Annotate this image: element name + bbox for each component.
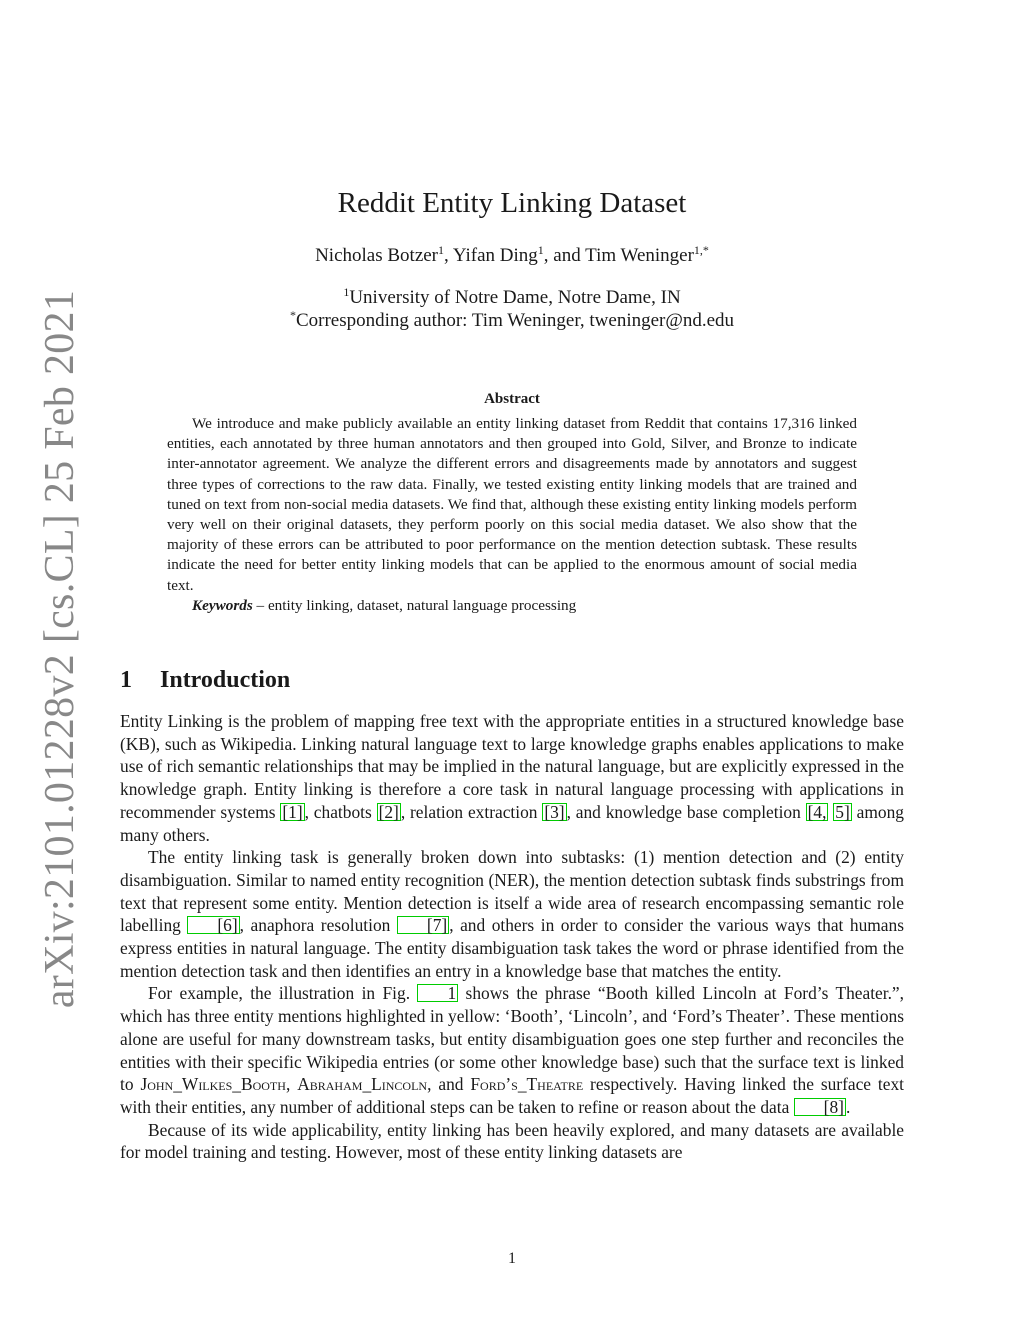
corresponding-author-text: Corresponding author: Tim Weninger, tweninger@nd.edu [295, 310, 735, 331]
paragraph-text: Because of its wide applicability, entity linking has been heavily explored, and many datasets are available for model training and testing. However, most of these entity linking datasets are [120, 1119, 904, 1163]
paragraph [120, 710, 904, 846]
author-separator: , [444, 245, 453, 266]
affiliation-marker: 1 [537, 243, 544, 257]
paragraph-text: . [845, 1096, 851, 1117]
paper-title: Reddit Entity Linking Dataset [337, 187, 687, 219]
paragraph [120, 1119, 904, 1164]
author-list [120, 243, 904, 269]
citation-link[interactable]: [6] [187, 916, 239, 934]
affiliation-line [120, 286, 904, 309]
affiliation-marker: * [289, 308, 296, 322]
keywords-text: – entity linking, dataset, natural language processing [252, 596, 577, 614]
paragraph-text: shows the phrase “Booth killed Lincoln at Ford’s Theater.”, which has three entity mentions highlighted in yellow: ‘Booth’, ‘Lincoln’, and ‘Ford’s Theater’. These mentions alone are useful for many downstream tasks, but entity disambiguation goes one step further and reconciles the entities with their specific Wikipedia entries (or some other knowledge base) such that the surface text is linked to [120, 983, 904, 1095]
citation-link[interactable]: [1] [282, 801, 303, 822]
paragraph-text: , and knowledge base completion [566, 801, 806, 822]
citation-link[interactable]: 5] [835, 801, 850, 822]
entity-name: Ford’s_Theatre [470, 1074, 584, 1095]
corresponding-author-line [120, 309, 904, 332]
page-number: 1 [508, 1250, 516, 1267]
paragraph-text: , and others in order to consider the various ways that humans express entities in natural language. The entity disambiguation task takes the word or phrase identified from the mention detection task and then identifies an entry in a knowledge base that matches the entity. [120, 915, 904, 981]
affiliation-text: University of Notre Dame, Notre Dame, IN [349, 287, 681, 308]
paragraph-text: , and [427, 1074, 471, 1095]
section-title: Introduction [160, 667, 291, 693]
abstract-heading: Abstract [484, 391, 540, 407]
author-name: Tim Weninger [585, 245, 694, 266]
paragraph-text: , [285, 1074, 298, 1095]
section-number: 1 [120, 667, 132, 693]
entity-name: John_Wilkes_Booth [140, 1074, 286, 1095]
section-body [120, 710, 904, 1164]
paragraph-text: Entity Linking is the problem of mapping free text with the appropriate entities in a structured knowledge base (KB), such as Wikipedia. Linking natural language text to large knowledge graphs enables applications to make use of rich semantic relationships that may be implied in the natural language, but are explicitly expressed in the knowledge graph. Entity linking is therefore a core task in natural language processing with applications in recommender systems [120, 711, 904, 822]
citation-link[interactable]: [8] [794, 1098, 846, 1116]
citation-link[interactable]: [3] [544, 801, 565, 822]
affiliation-marker: 1,* [693, 243, 709, 257]
author-name: Nicholas Botzer [315, 245, 439, 266]
figure-reference-link[interactable]: 1 [417, 984, 458, 1002]
affiliation-marker: 1 [343, 285, 350, 299]
paragraph-text: respectively. Having linked the surface text with their entities, any number of additional steps can be taken to refine or reason about the data [120, 1074, 905, 1117]
keywords-line [167, 596, 857, 616]
abstract-block [167, 414, 857, 616]
author-name: Yifan Ding [452, 245, 538, 266]
paragraph-text: , anaphora resolution [239, 915, 397, 936]
citation-link[interactable]: [4, [807, 801, 827, 822]
paragraph [120, 982, 904, 1118]
keywords-label: Keywords [192, 596, 253, 614]
section-heading [120, 665, 290, 695]
paragraph [120, 846, 904, 982]
citation-link[interactable]: [7] [397, 916, 449, 934]
paragraph-text: , chatbots [304, 801, 377, 822]
paragraph-text: , relation extraction [400, 801, 543, 822]
abstract-text: We introduce and make publicly available an entity linking dataset from Reddit that contains 17,316 linked entities, each annotated by three human annotators and then grouped into Gold, Silver, and Bronze to indicate inter-annotator agreement. We analyze the different errors and disagreements made by annotators and suggest three types of corrections to the raw data. Finally, we tested existing entity linking models that are trained and tuned on text from non-social media datasets. We find that, although these existing entity linking models perform very well on their original datasets, they perform poorly on this social media dataset. We also show that the majority of these errors can be attributed to poor performance on the mention detection subtask. These results indicate the need for better entity linking models that can be applied to the enormous amount of social media text. [167, 415, 857, 594]
affiliation-marker: 1 [438, 243, 445, 257]
arxiv-identifier-sidebar: arXiv:2101.01228v2 [cs.CL] 25 Feb 2021 [37, 289, 83, 1009]
entity-name: Abraham_Lincoln [297, 1074, 428, 1095]
paragraph-text: The entity linking task is generally broken down into subtasks: (1) mention detection and (2) entity disambiguation. Similar to named entity recognition (NER), the mention detection subtask finds substrings from text that represent some entity. Mention detection is itself a wide area of research encompassing semantic role labelling [120, 847, 904, 936]
affiliations [120, 286, 904, 332]
paragraph-text: For example, the illustration in Fig. [148, 983, 418, 1004]
paragraph-text: among many others. [120, 801, 904, 845]
author-separator: , and [543, 245, 586, 266]
citation-link[interactable]: [2] [378, 801, 399, 822]
